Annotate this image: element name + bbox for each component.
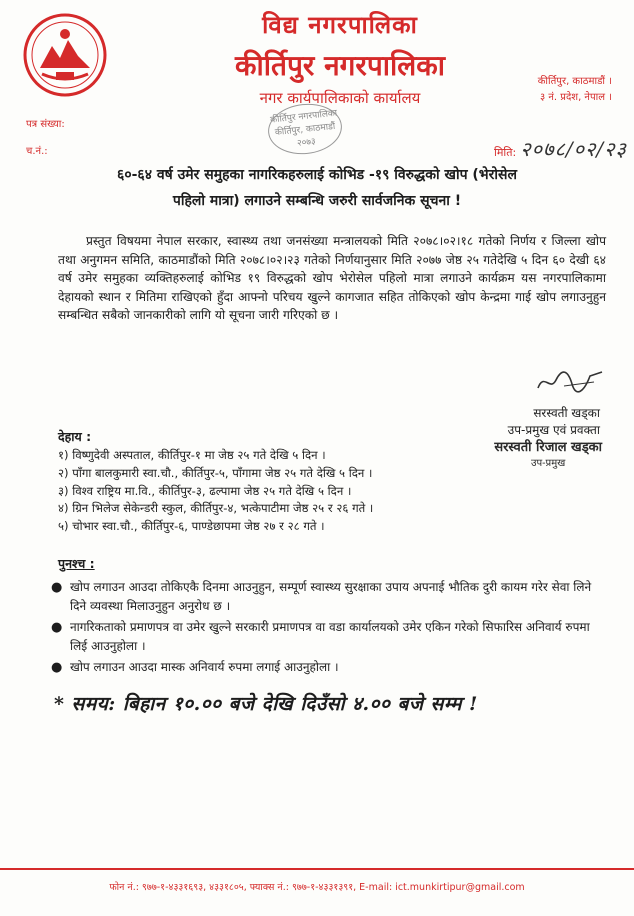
list-item: ५) चोभार स्वा.चौ., कीर्तिपुर-६, पाण्डेछापमा जेष्ठ २७ र २८ गते । xyxy=(58,519,325,534)
signatory-stamp-post: उप-प्रमुख xyxy=(530,458,566,469)
list-item: ३) विश्व राष्ट्रिय मा.वि., कीर्तिपुर-३, ढल्पामा जेष्ठ २५ गते देखि ५ दिन । xyxy=(58,483,352,498)
list-item xyxy=(48,658,604,677)
vaccination-centres-list xyxy=(58,447,373,536)
office-stamp xyxy=(266,100,345,157)
municipality-name: कीर्तिपुर नगरपालिका xyxy=(235,49,445,82)
office-stamp-line3: २०७३ xyxy=(296,136,317,149)
office-stamp-line2: कीर्तिपुर, काठमाडौं xyxy=(274,121,336,139)
notice-title-line2: पहिलो मात्रा) लगाउने सम्बन्धि जरुरी सार्वजनिक सूचना ! xyxy=(172,193,462,209)
signatory-stamp xyxy=(494,440,602,472)
signatory-stamp-name: सरस्वती रिजाल खड्का xyxy=(494,440,602,455)
dehay-heading: देहाय : xyxy=(58,429,92,444)
list-item xyxy=(48,618,604,656)
note-text: खोप लगाउन आउदा मास्क अनिवार्य रुपमा लगाई आउनुहोला । xyxy=(70,660,339,674)
list-item: ४) ग्रिन भिलेज सेकेन्डरी स्कुल, कीर्तिपुर-४, भत्केपाटीमा जेष्ठ २५ र २६ गते । xyxy=(58,501,374,516)
office-stamp-line1: कीर्तिपुर नगरपालिका xyxy=(269,108,338,126)
notice-title xyxy=(60,162,574,214)
letterhead-line1: विद्य नगरपालिका xyxy=(262,11,418,39)
patra-sankhya-label: पत्र संख्या: xyxy=(26,119,65,130)
notice-title-line1: ६०-६४ वर्ष उमेर समुहका नागरिकहरुलाई कोभिड -१९ विरुद्धको खोप (भेरोसेल xyxy=(117,167,517,183)
list-item xyxy=(48,578,604,616)
address-line1: कीर्तिपुर, काठमाडौं । xyxy=(537,76,612,87)
handwritten-timing-note: * समय: बिहान १०.०० बजे देखि दिउँसो ४.०० बजे सम्म ! xyxy=(54,693,478,715)
date-field xyxy=(494,135,627,162)
chalani-number-label: च.नं.: xyxy=(26,146,48,157)
signature-scribble xyxy=(534,366,606,396)
punashch-heading: पुनश्च : xyxy=(58,556,95,571)
signatory-name: सरस्वती खड्का xyxy=(533,406,600,420)
list-item: १) विष्णुदेवी अस्पताल, कीर्तिपुर-१ मा जेष्ठ २५ गते देखि ५ दिन । xyxy=(58,448,326,462)
footer-contact: फोन नं.: ९७७-१-४३३१६९३, ४३३१८०५, फ्याक्स नं.: ९७७-१-४३३१३९१, E-mail: ict.munkirtipur@gmail.com xyxy=(109,882,525,893)
notice-body: प्रस्तुत विषयमा नेपाल सरकार, स्वास्थ्य तथा जनसंख्या मन्त्रालयको मिति २०७८।०२।१८ गतेको निर्णय र जिल्ला खोप तथा अनुगमन समिति, काठमाडौंको मिति २०७८।०२।२३ गतेको निर्णयानुसार मिति २०७७ जेष्ठ २५ गतेदेखि ५ दिन ६० देखी ६४ वर्ष उमेर समुहका व्यक्तिहरुलाई कोभिड १९ विरुद्धको खोप भेरोसेल पहिलो मात्रा लगाउने कार्यक्रम यस नगरपालिकामा देहायको स्थान र मितिमा राखिएको हुँदा आफ्नो परिचय खुल्ने कागजात सहित तोकिएको खोप केन्द्रमा गाई खोप लगाउनुहुन सम्बन्धित सबैको जानकारीको लागि यो सूचना जारी गरिएको छ । xyxy=(58,234,606,323)
signatory-post: उप-प्रमुख एवं प्रवक्ता xyxy=(507,423,600,437)
notes-list xyxy=(48,578,604,679)
bullet-icon: ● xyxy=(51,580,63,595)
note-text: नागरिकताको प्रमाणपत्र वा उमेर खुल्ने सरकारी प्रमाणपत्र वा वडा कार्यालयको उमेर एकिन गरेको सिफारिस अनिवार्य रुपमा लिई आउनुहोला । xyxy=(70,620,590,653)
address-line2: ३ नं. प्रदेश, नेपाल । xyxy=(539,92,612,103)
nepal-government-emblem xyxy=(22,12,108,98)
note-text: खोप लगाउन आउदा तोकिएकै दिनमा आउनुहुन, सम्पूर्ण स्वास्थ्य सुरक्षाका उपाय अपनाई भौतिक दुरी कायम गरेर सेवा लिने दिने व्यवस्था मिलाउनुहुन अनुरोध छ । xyxy=(70,580,592,613)
date-label: मिति: xyxy=(494,146,517,159)
bullet-icon: ● xyxy=(51,660,63,675)
list-item: २) पाँगा बालकुमारी स्वा.चौ., कीर्तिपुर-५, पाँगामा जेष्ठ २५ गते देखि ५ दिन । xyxy=(58,465,373,480)
footer-divider xyxy=(0,868,634,870)
bullet-icon: ● xyxy=(51,620,63,635)
office-address xyxy=(538,74,612,106)
date-value: २०७८/०२/२३ xyxy=(520,137,627,161)
office-name: नगर कार्यपालिकाको कार्यालय xyxy=(259,89,421,107)
